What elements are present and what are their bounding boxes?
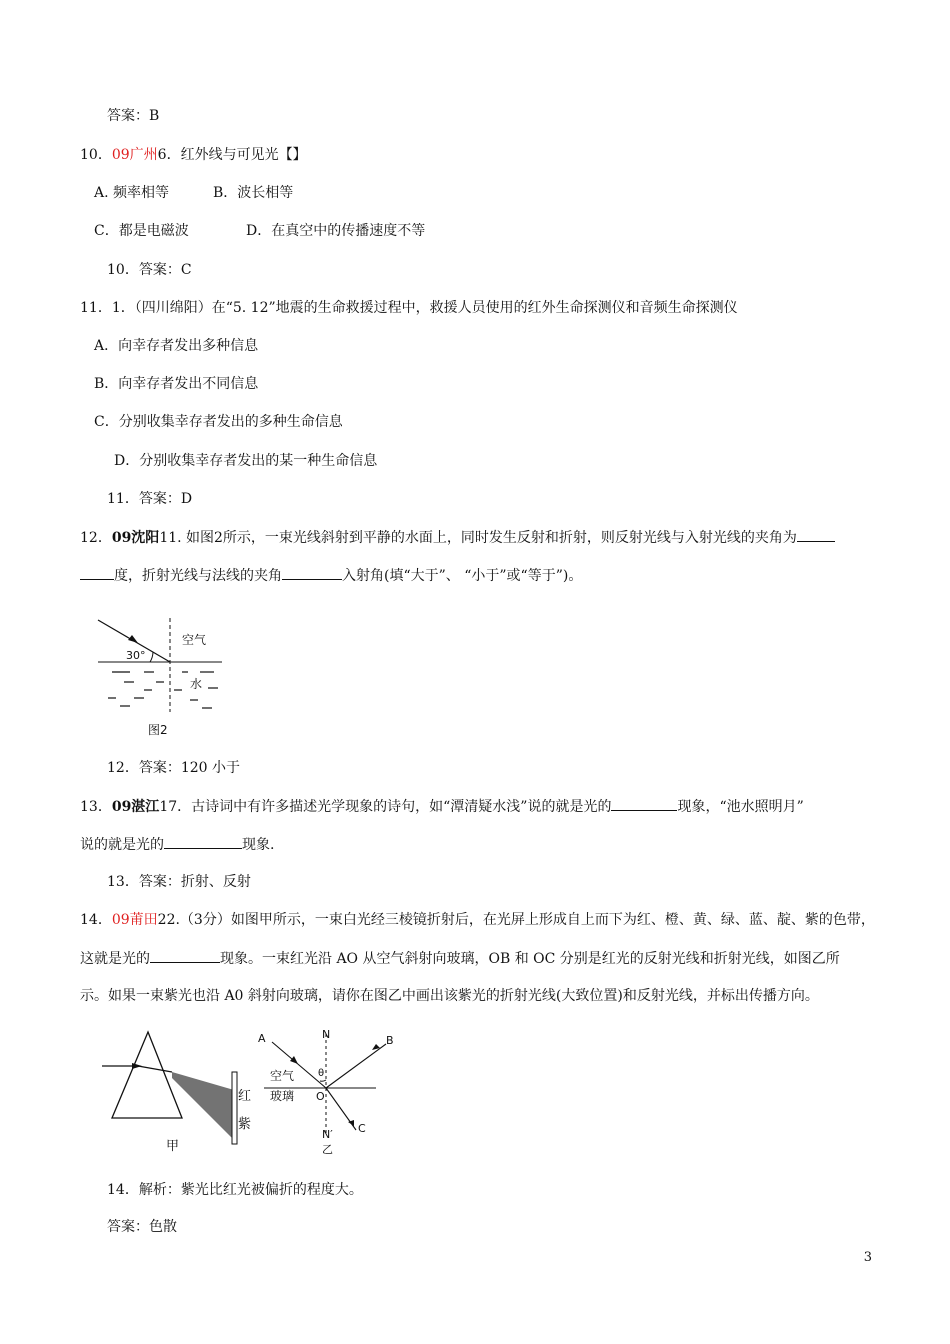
q12-figure <box>90 612 230 742</box>
page-number: 3 <box>863 1250 872 1265</box>
label-theta: θ <box>318 1068 325 1079</box>
q12-blank-1 <box>797 527 835 542</box>
q12-source: 09沈阳 <box>111 530 160 546</box>
incident-arrow <box>290 1056 298 1064</box>
q10-source: 09广州 <box>111 147 158 163</box>
q10-text: 6．红外线与可见光【】 <box>157 147 307 163</box>
q12-text-2b: 入射角(填“大于”、 “小于”或“等于”)。 <box>342 568 583 584</box>
q12-number: 12． <box>80 530 112 546</box>
q11-stem: 11．1．（四川绵阳）在“5. 12”地震的生命救援过程中，救援人员使用的红外生命探测仪和音频生命探测仪 <box>80 300 738 316</box>
label-c: C <box>358 1122 366 1135</box>
q13-stem-line2 <box>80 834 274 855</box>
q13-text-1b: 现象，“池水照明月” <box>677 799 804 815</box>
q10-stem <box>80 145 307 165</box>
figure-caption: 图2 <box>148 723 168 737</box>
q13-stem <box>80 796 804 817</box>
q10-answer: 10．答案：C <box>107 262 192 278</box>
q11-answer: 11．答案：D <box>107 491 193 507</box>
q14-text-1: 22.（3分）如图甲所示，一束白光经三棱镜折射后，在光屏上形成自上而下为红、橙、黄、绿、蓝、靛、紫的色带， <box>157 912 875 928</box>
q14-stem-line2 <box>80 948 840 969</box>
q14-stem-line3: 示。如果一束紫光也沿 A0 斜射向玻璃，请你在图乙中画出该紫光的折射光线(大致位置)和反射光线，并标出传播方向。 <box>80 988 819 1004</box>
q13-text-2b: 现象. <box>242 837 275 853</box>
q12-stem <box>80 527 835 548</box>
theta-arc <box>320 1080 326 1081</box>
label-glass: 玻璃 <box>270 1089 295 1103</box>
label-n-prime: N′ <box>322 1128 333 1141</box>
violet-label: 紫 <box>238 1117 252 1132</box>
angle-label: 30° <box>126 649 146 662</box>
label-n: N <box>322 1028 331 1041</box>
air-label: 空气 <box>182 633 207 647</box>
dispersed-band <box>172 1072 234 1140</box>
q14-blank <box>150 948 220 963</box>
q13-blank-1 <box>611 796 677 811</box>
q11-option-b: B．向幸存者发出不同信息 <box>94 376 259 392</box>
prism <box>112 1032 182 1118</box>
inside-ray <box>138 1066 172 1072</box>
figure-a-caption: 甲 <box>166 1139 180 1154</box>
q14-text-2a: 这就是光的 <box>80 951 150 967</box>
q12-blank-1-cont <box>80 565 114 580</box>
label-a: A <box>258 1032 266 1045</box>
q12-answer: 12．答案：120 小于 <box>107 760 240 776</box>
water-label: 水 <box>190 677 203 691</box>
q13-text-2a: 说的就是光的 <box>80 837 164 853</box>
q14-figure-a <box>98 1028 263 1158</box>
q10-option-b: B．波长相等 <box>213 185 294 201</box>
q13-answer: 13．答案：折射、反射 <box>107 874 251 890</box>
q11-option-d: D．分别收集幸存者发出的某一种生命信息 <box>114 453 378 469</box>
q13-text-1a: 17．古诗词中有许多描述光学现象的诗句，如“潭清疑水浅”说的就是光的 <box>159 799 612 815</box>
q14-text-2b: 现象。一束红光沿 AO 从空气斜射向玻璃，OB 和 OC 分别是红光的反射光线和折射光线，如图乙所 <box>220 951 840 967</box>
q10-option-d: D．在真空中的传播速度不等 <box>246 223 426 239</box>
angle-arc <box>150 652 153 662</box>
reflected-ray-ob <box>326 1044 386 1088</box>
q13-source: 09湛江 <box>111 799 160 815</box>
q14-figure-b <box>250 1028 400 1158</box>
q12-blank-2 <box>282 565 342 580</box>
q10-number: 10． <box>80 147 112 163</box>
q14-number: 14． <box>80 912 112 928</box>
ray-arrow <box>128 635 138 643</box>
q11-option-c: C．分别收集幸存者发出的多种生命信息 <box>94 414 343 430</box>
q13-blank-2 <box>164 834 242 849</box>
q14-answer: 答案：色散 <box>107 1219 177 1235</box>
q14-analysis: 14．解析：紫光比红光被偏折的程度大。 <box>107 1182 363 1198</box>
q12-stem-line2 <box>80 565 582 586</box>
q11-option-a: A．向幸存者发出多种信息 <box>94 338 259 354</box>
label-b: B <box>386 1034 394 1047</box>
screen <box>232 1072 237 1144</box>
figure-b-caption: 乙 <box>322 1143 333 1156</box>
q12-text-2a: 度，折射光线与法线的夹角 <box>114 568 282 584</box>
q9-answer: 答案：B <box>107 108 160 124</box>
label-o: O <box>316 1090 325 1103</box>
q12-text: 11. 如图2所示，一束光线斜射到平静的水面上，同时发生反射和折射，则反射光线与入射光线的夹角为 <box>159 530 797 546</box>
q14-source: 09莆田 <box>111 912 158 928</box>
label-air: 空气 <box>270 1069 295 1083</box>
q13-number: 13． <box>80 799 112 815</box>
red-label: 红 <box>238 1089 252 1104</box>
q14-stem <box>80 910 875 930</box>
q10-option-a: A. 频率相等 <box>94 185 170 201</box>
q10-option-c: C．都是电磁波 <box>94 223 189 239</box>
